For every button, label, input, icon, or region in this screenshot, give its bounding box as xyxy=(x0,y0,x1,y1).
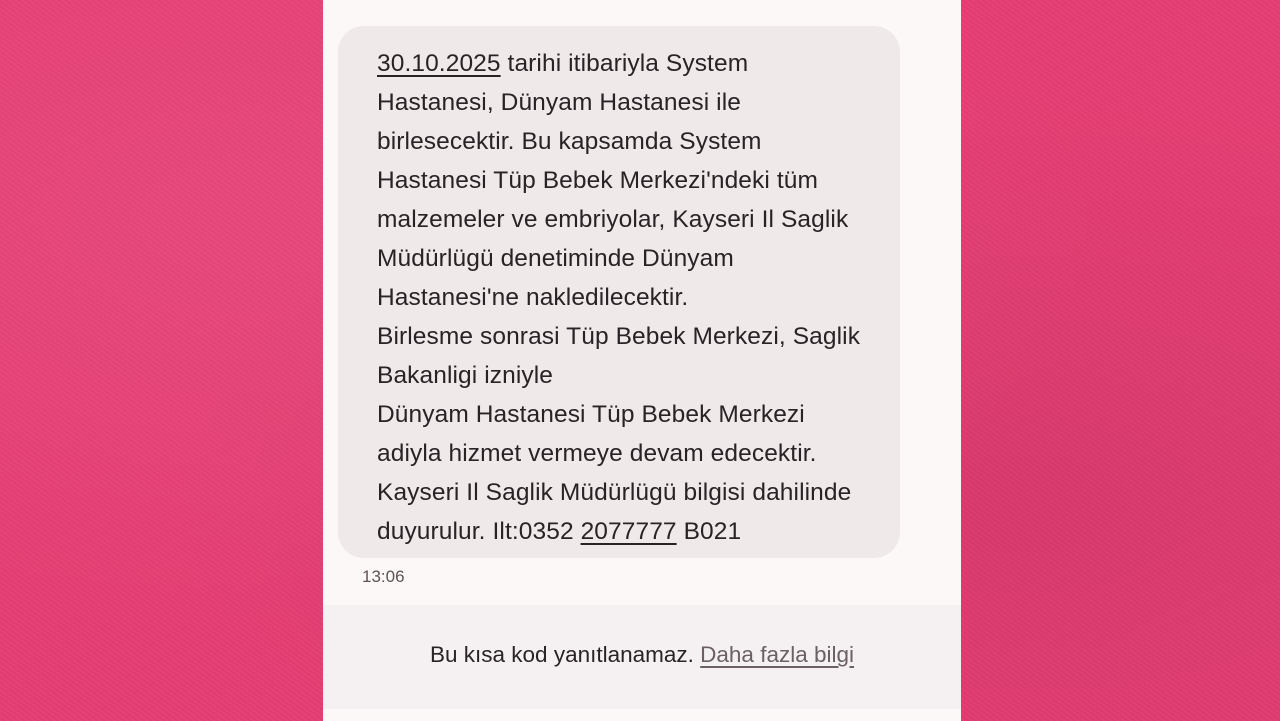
message-code: B021 xyxy=(676,518,742,545)
date-link[interactable]: 30.10.2025 xyxy=(377,50,501,77)
message-timestamp: 13:06 xyxy=(362,567,405,586)
more-info-link[interactable]: Daha fazla bilgi xyxy=(700,642,854,667)
notice-text: Bu kısa kod yanıtlanamaz. xyxy=(430,642,701,667)
phone-number-link[interactable]: 2077777 xyxy=(580,518,677,545)
message-body: tarihi itibariyla System Hastanesi, Dünyam Hastanesi ile birlesecektir. Bu kapsamda System Hastanesi Tüp Bebek Merkezi'ndeki tüm malzemeler ve embriyolar, Kayseri Il Saglik Müdürlügü denetiminde Dünyam Hastanesi'ne nakledilecektir. Birlesme sonrasi Tüp Bebek Merkezi, Saglik Bakanligi izniyle Dünyam Hastanesi Tüp Bebek Merkezi adiyla hizmet vermeye devam edecektir. Kayseri Il Saglik Müdürlügü bilgisi dahilinde duyurulur. Ilt:0352 xyxy=(377,50,861,545)
message-bubble[interactable] xyxy=(338,26,900,558)
messages-screen xyxy=(323,0,961,721)
message-text xyxy=(377,44,880,551)
reply-disabled-notice xyxy=(323,642,961,668)
reply-disabled-bar xyxy=(323,605,961,709)
